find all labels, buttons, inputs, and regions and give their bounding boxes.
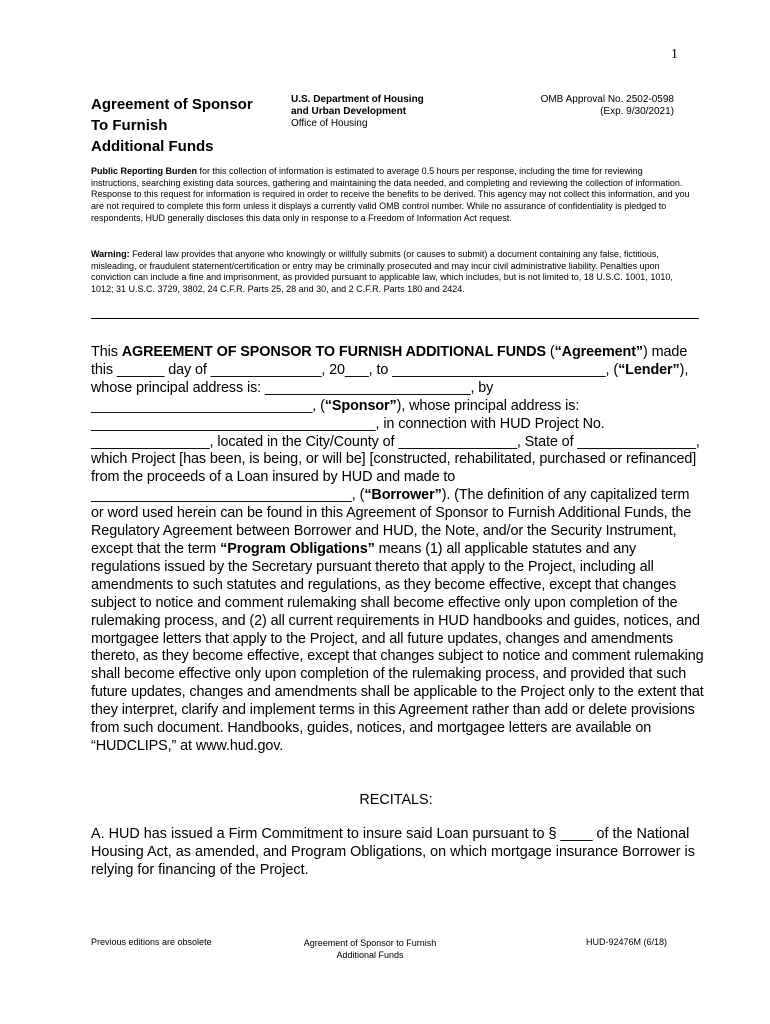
department-name-cont: and Urban Development: [291, 106, 407, 117]
form-title-line: To Furnish: [91, 117, 168, 134]
borrower-term: “Borrower”: [364, 487, 442, 504]
footer-form-name-line: Additional Funds: [336, 950, 404, 960]
page-number: 1: [671, 47, 678, 62]
lender-term: “Lender”: [618, 361, 680, 378]
agreement-text: (: [545, 344, 555, 360]
footer-form-name-line: Agreement of Sponsor to Furnish: [303, 938, 437, 948]
department-block: [291, 94, 424, 130]
agreement-text: ), whose principal address is: __________________________, by ____________________________, (: [91, 361, 689, 414]
sponsor-term: “Sponsor”: [324, 397, 397, 414]
burden-text: for this collection of information is estimated to average 0.5 hours per response, including the time for reviewing instructions, searching existing data sources, gathering and maintaining the data needed, and completing and reviewing the collection of information. Response to this request for information is required in order to receive the benefits to be derived. This agency may not collect this information, and you are not required to complete this form unless it displays a currently valid OMB control number. While no assurance of confidentiality is pledged to respondents, HUD generally discloses this data only in response to a Freedom of Information Act request.: [91, 166, 690, 223]
agreement-text: ). (The definition of any capitalized term or word used herein can be found in this Agreement of Sponsor to Furnish Additional Funds, the Regulatory Agreement between Borrower and HUD, the Note, and/or the Security Instrument, except that the term: [91, 487, 692, 557]
omb-expiration: (Exp. 9/30/2021): [600, 106, 674, 117]
divider: [91, 318, 699, 319]
footer-form-number: HUD-92476M (6/18): [586, 937, 668, 947]
agreement-text: means (1) all applicable statutes and any regulations issued by the Secretary pursuant thereto that apply to the Project, including all amendments to such statutes and regulations, as they become effective, except that changes subject to notice and comment rulemaking shall become effective only upon completion of the rulemaking process, and (2) all current requirements in HUD handbooks and guides, notices, and mortgagee letters that apply to the Project, and all future updates, changes and amendments thereto, as they become effective, except that changes subject to notice and comment rulemaking shall become effective only upon completion of the rulemaking process, and provided that such future updates, changes and amendments shall be applicable to the Project only to the extent that they interpret, clarify and implement terms in this Agreement rather than add or delete provisions from such document. Handbooks, guides, notices, and mortgagee letters are available on “HUDCLIPS,” at www.hud.gov.: [91, 540, 704, 754]
warning-text: Federal law provides that anyone who knowingly or willfully submits (or causes to submit) a document containing any false, fictitious, misleading, or fraudulent statement/certification or entry may be criminally prosecuted and may incur civil administrative liability. Penalties upon conviction can include a fine and imprisonment, as provided pursuant to applicable law, which includes, but is not limited to, 18 U.S.C. 1001, 1010, 1012; 31 U.S.C. 3729, 3802, 24 C.F.R. Parts 25, 28 and 30, and 2 C.F.R. Parts 180 and 2424.: [91, 249, 673, 295]
burden-label: Public Reporting Burden: [91, 166, 198, 176]
agreement-text: ) made this ______ day of ______________, 20___, to ___________________________, (: [91, 344, 688, 378]
public-reporting-burden: [91, 166, 693, 225]
form-title: [91, 94, 253, 157]
omb-approval: [508, 94, 674, 118]
omb-number: OMB Approval No. 2502-0598: [540, 94, 674, 105]
recitals-heading: RECITALS:: [359, 792, 433, 808]
agreement-text: This: [91, 344, 122, 360]
warning-notice: [91, 249, 693, 296]
department-name: U.S. Department of Housing: [291, 94, 424, 105]
office-name: Office of Housing: [291, 118, 368, 129]
footer-form-name: [300, 937, 440, 961]
form-title-line: Additional Funds: [91, 138, 214, 155]
recital-a: A. HUD has issued a Firm Commitment to insure said Loan pursuant to § ____ of the National Housing Act, as amended, and Program Obligations, on which mortgage insurance Borrower is relying for financing of the Project.: [91, 826, 695, 878]
form-title-line: Agreement of Sponsor: [91, 96, 253, 113]
agreement-term: “Agreement”: [554, 344, 644, 360]
warning-label: Warning:: [91, 249, 130, 259]
agreement-paragraph: [91, 344, 705, 756]
footer-obsolete-note: Previous editions are obsolete: [91, 937, 212, 947]
agreement-text: ), whose principal address is: ____________________________________, in connection with HUD Project No. _______________, located in the City/County of _______________, State of _______________, which Project [has been, is being, or will be] [constructed, rehabilitated, purchased or refinanced] from the proceeds of a Loan insured by HUD and made to _________________________________, (: [91, 397, 700, 504]
program-obligations-term: “Program Obligations”: [220, 540, 375, 557]
agreement-term: AGREEMENT OF SPONSOR TO FURNISH ADDITIONAL FUNDS: [121, 344, 546, 360]
